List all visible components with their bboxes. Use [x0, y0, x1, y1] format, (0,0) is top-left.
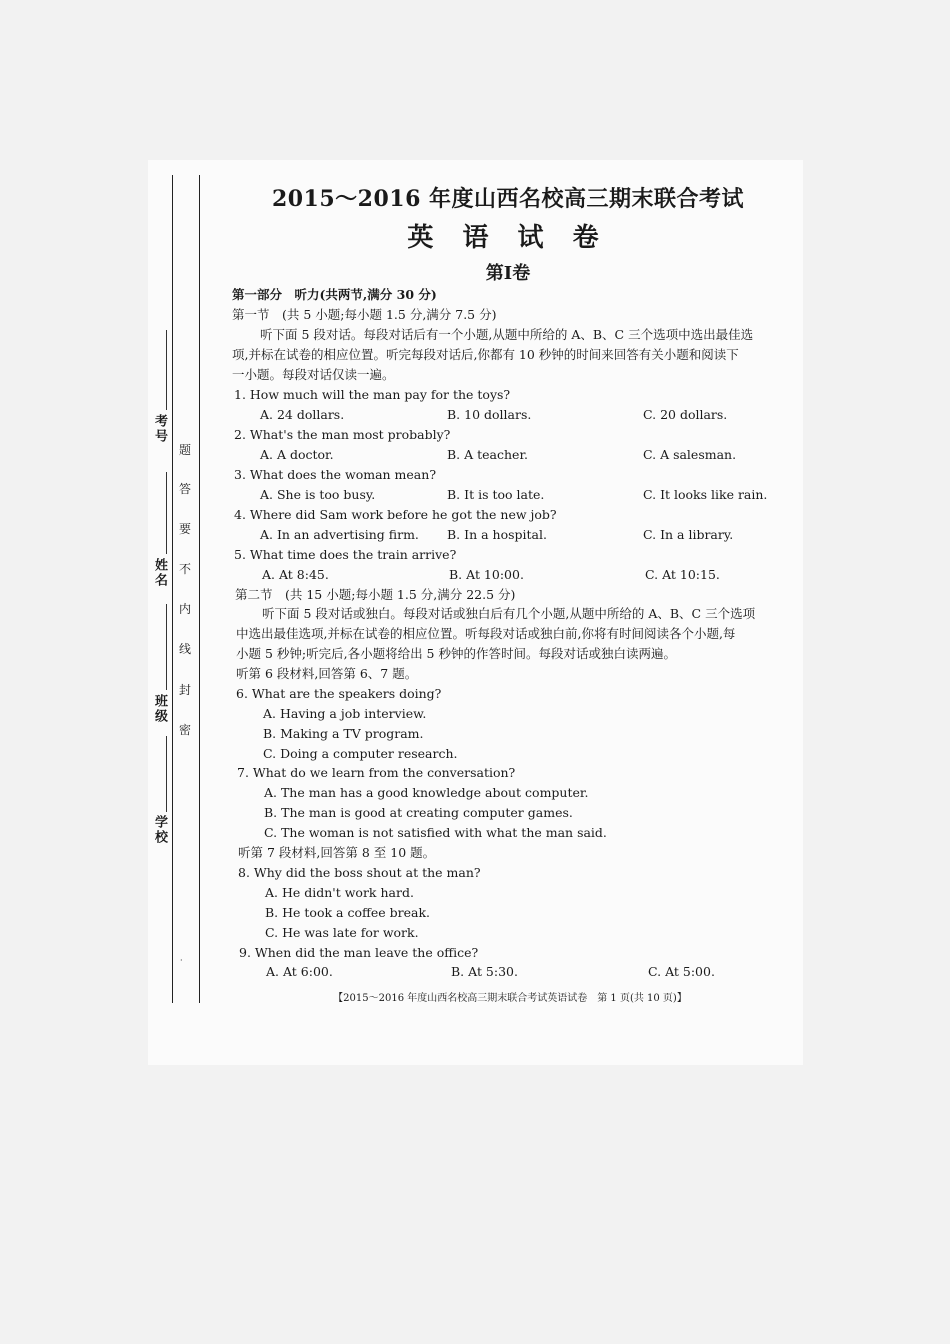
question: 4. Where did Sam work before he got the new job?: [234, 507, 557, 522]
part-heading: 第一部分 听力(共两节,满分 30 分): [232, 287, 437, 302]
binding-line-inner: [199, 175, 200, 1003]
question: 8. Why did the boss shout at the man?: [238, 865, 481, 880]
instruction-line: 一小题。每段对话仅读一遍。: [232, 367, 395, 382]
option-c: C. 20 dollars.: [643, 407, 728, 422]
section-heading: 第一节 (共 5 小题;每小题 1.5 分,满分 7.5 分): [232, 307, 497, 322]
option-c: C. It looks like rain.: [643, 487, 768, 502]
question: 1. How much will the man pay for the toys?: [234, 387, 511, 402]
exam-number-blank: [166, 330, 167, 410]
option-c: C. At 5:00.: [648, 964, 715, 979]
option-a: A. Having a job interview.: [263, 706, 427, 721]
question: 2. What's the man most probably?: [234, 427, 451, 442]
section-heading: 第二节 (共 15 小题;每小题 1.5 分,满分 22.5 分): [235, 587, 516, 602]
option-c: C. The woman is not satisfied with what the man said.: [264, 825, 607, 840]
option-c: C. At 10:15.: [645, 567, 720, 582]
option-a: A. A doctor.: [260, 447, 334, 462]
material-note: 听第 7 段材料,回答第 8 至 10 题。: [238, 845, 436, 860]
question: 5. What time does the train arrive?: [234, 547, 457, 562]
option-a: A. At 8:45.: [262, 567, 329, 582]
seal-char: 答: [179, 482, 192, 496]
exam-number-label: 考号: [152, 414, 167, 444]
option-b: B. A teacher.: [447, 447, 529, 462]
class-label: 班级: [152, 694, 167, 724]
option-a: A. At 6:00.: [266, 964, 333, 979]
instruction-line: 中选出最佳选项,并标在试卷的相应位置。听每段对话或独白前,你将有时间阅读各个小题,每: [236, 626, 736, 641]
binding-line-outer: [172, 175, 173, 1003]
option-b: B. At 10:00.: [449, 567, 524, 582]
option-a: A. She is too busy.: [260, 487, 376, 502]
question: 7. What do we learn from the conversation?: [237, 765, 516, 780]
option-c: C. Doing a computer research.: [263, 746, 458, 761]
margin-dot: ·: [180, 956, 183, 965]
exam-title: 2015～2016 年度山西名校高三期末联合考试: [271, 186, 745, 212]
name-blank: [166, 472, 167, 554]
instruction-line: 听下面 5 段对话或独白。每段对话或独白后有几个小题,从题中所给的 A、B、C 三个选项: [262, 606, 756, 621]
option-c: C. A salesman.: [643, 447, 737, 462]
name-label: 姓名: [152, 558, 167, 588]
volume-title: 第Ⅰ卷: [485, 263, 531, 284]
option-a: A. He didn't work hard.: [265, 885, 414, 900]
option-b: B. In a hospital.: [447, 527, 547, 542]
option-b: B. He took a coffee break.: [265, 905, 431, 920]
subject-title: 英 语 试 卷: [407, 223, 609, 253]
option-b: B. It is too late.: [447, 487, 545, 502]
class-blank: [166, 604, 167, 690]
option-a: A. In an advertising firm.: [260, 527, 419, 542]
seal-char: 密: [179, 723, 192, 737]
option-c: C. He was late for work.: [265, 925, 419, 940]
option-a: A. 24 dollars.: [260, 407, 345, 422]
question: 3. What does the woman mean?: [234, 467, 437, 482]
question: 9. When did the man leave the office?: [239, 945, 479, 960]
seal-char: 线: [179, 642, 192, 656]
option-b: B. 10 dollars.: [447, 407, 532, 422]
seal-char: 封: [179, 683, 192, 697]
school-blank: [166, 736, 167, 812]
instruction-line: 听下面 5 段对话。每段对话后有一个小题,从题中所给的 A、B、C 三个选项中选出最佳选: [260, 327, 754, 342]
seal-char: 要: [179, 522, 192, 536]
option-b: B. Making a TV program.: [263, 726, 424, 741]
instruction-line: 小题 5 秒钟;听完后,各小题将给出 5 秒钟的作答时间。每段对话或独白读两遍。: [236, 646, 676, 661]
option-b: B. At 5:30.: [451, 964, 518, 979]
seal-char: 不: [179, 562, 192, 576]
school-label: 学校: [152, 815, 167, 845]
material-note: 听第 6 段材料,回答第 6、7 题。: [236, 666, 418, 681]
instruction-line: 项,并标在试卷的相应位置。听完每段对话后,你都有 10 秒钟的时间来回答有关小题和阅读下: [232, 347, 739, 362]
option-c: C. In a library.: [643, 527, 734, 542]
seal-char: 题: [179, 443, 192, 457]
question: 6. What are the speakers doing?: [236, 686, 442, 701]
option-a: A. The man has a good knowledge about computer.: [264, 785, 589, 800]
option-b: B. The man is good at creating computer games.: [264, 805, 573, 820]
page-footer: 【2015～2016 年度山西名校高三期末联合考试英语试卷 第 1 页(共 10 页)】: [333, 993, 687, 1004]
seal-char: 内: [179, 602, 192, 616]
